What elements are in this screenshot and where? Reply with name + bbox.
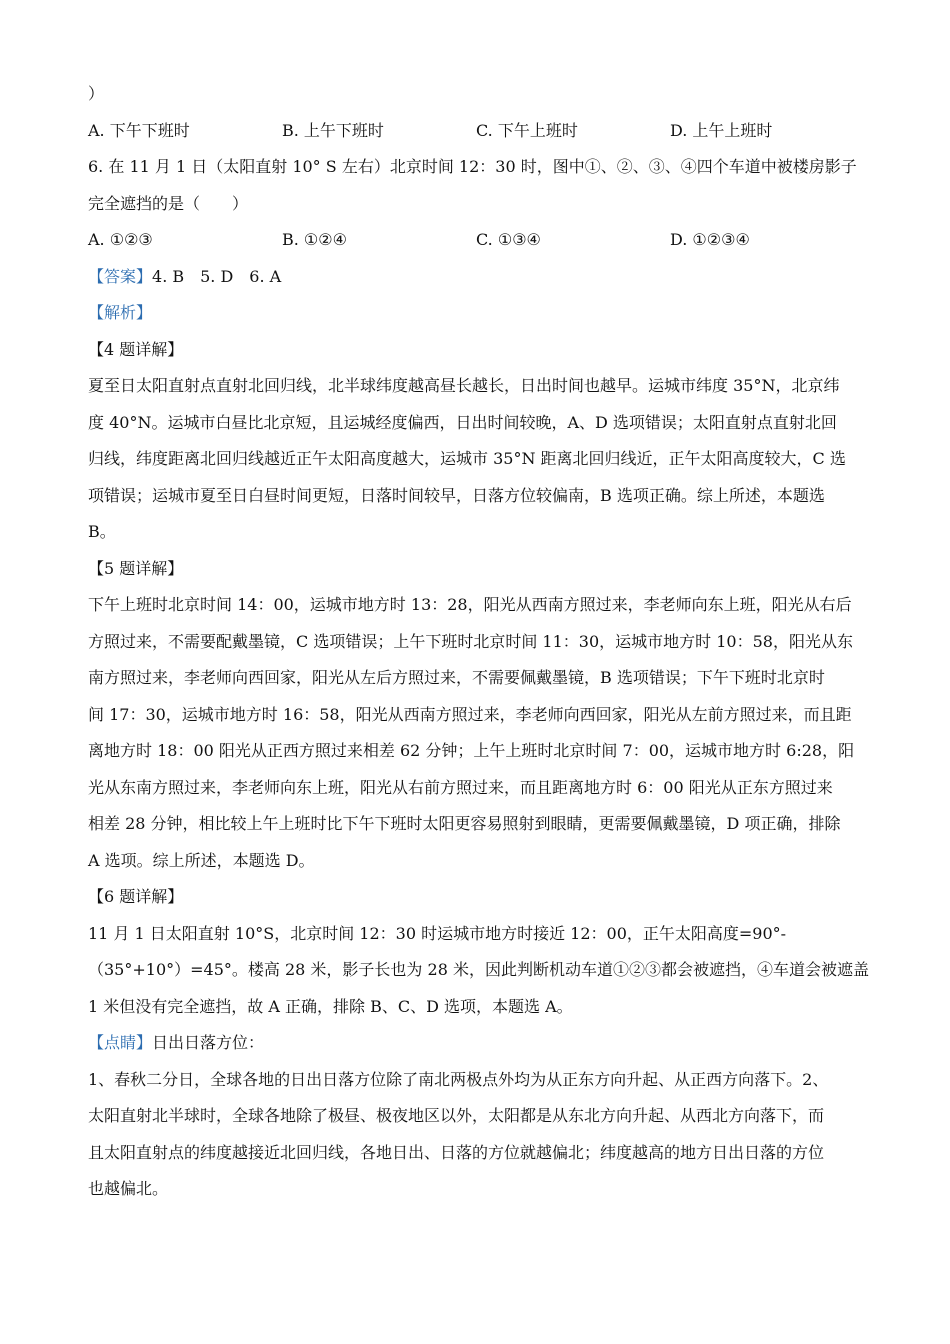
q5-detail-line: 南方照过来，李老师向西回家，阳光从左后方照过来，不需要佩戴墨镜，B 选项错误；下午下班时北京时 xyxy=(88,668,825,687)
q5-detail-line: 间 17：30，运城市地方时 16：58，阳光从西南方照过来，李老师向西回家，阳光从左前方照过来，而且距 xyxy=(88,704,852,724)
q5-detail-title: 【5 题详解】 xyxy=(88,558,184,578)
q4-detail-line: 项错误；运城市夏至日白昼时间更短，日落时间较早，日落方位较偏南，B 选项正确。综上所述，本题选 xyxy=(88,485,825,505)
tip-line: 且太阳直射点的纬度越接近北回归线，各地日出、日落的方位就越偏北；纬度越高的地方日出日落的方位 xyxy=(88,1142,825,1162)
q4-detail-line: B。 xyxy=(88,522,116,541)
tip-line: 也越偏北。 xyxy=(88,1179,169,1198)
answer-line xyxy=(88,259,864,296)
q4-detail-title: 【4 题详解】 xyxy=(88,339,184,359)
q5-options xyxy=(88,113,864,150)
q5-option-a: A. 下午下班时 xyxy=(88,120,190,140)
q6-options xyxy=(88,222,864,259)
q6-stem-line-2: 完全遮挡的是（ ） xyxy=(88,193,249,213)
answer-label: 【答案】 xyxy=(88,266,153,286)
tip-title: 日出日落方位： xyxy=(152,1033,265,1052)
q6-option-a: A. ①②③ xyxy=(88,230,153,249)
q5-detail-line: 相差 28 分钟，相比较上午上班时比下午下班时太阳更容易照射到眼睛，更需要佩戴墨镜，D 项正确，排除 xyxy=(88,814,841,833)
q6-stem-line-1: 6. 在 11 月 1 日（太阳直射 10° S 左右）北京时间 12：30 时，图中①、②、③、④四个车道中被楼房影子 xyxy=(88,157,857,176)
q6-option-c: C. ①③④ xyxy=(476,230,541,249)
q5-option-d: D. 上午上班时 xyxy=(670,120,773,140)
q5-option-c: C. 下午上班时 xyxy=(476,120,578,140)
q5-detail-line: 光从东南方照过来，李老师向东上班，阳光从右前方照过来，而且距离地方时 6：00 阳光从正东方照过来 xyxy=(88,777,833,797)
q5-detail-line: 下午上班时北京时间 14：00，运城市地方时 13：28，阳光从西南方照过来，李老师向东上班，阳光从右后 xyxy=(88,595,852,614)
document-page xyxy=(88,76,869,1208)
q4-detail-line: 度 40°N。运城市白昼比北京短，且运城经度偏西，日出时间较晚，A、D 选项错误；太阳直射点直射北回 xyxy=(88,412,837,432)
q5-detail-line: 离地方时 18：00 阳光从正西方照过来相差 62 分钟；上午上班时北京时间 7：00，运城市地方时 6:28，阳 xyxy=(88,741,855,760)
q6-detail-line: （35°+10°）=45°。楼高 28 米，影子长也为 28 米，因此判断机动车道①②③都会被遮挡，④车道会被遮盖 xyxy=(88,960,869,979)
tip-label: 【点睛】 xyxy=(88,1033,153,1052)
q5-option-b: B. 上午下班时 xyxy=(282,120,384,140)
tip-line: 太阳直射北半球时，全球各地除了极昼、极夜地区以外，太阳都是从东北方向升起、从西北方向落下，而 xyxy=(88,1106,825,1125)
q6-option-d: D. ①②③④ xyxy=(670,230,750,249)
answer-text: 4. B 5. D 6. A xyxy=(152,266,282,286)
tip-line: 1、春秋二分日，全球各地的日出日落方位除了南北两极点外均为从正东方向升起、从正西方向落下。2、 xyxy=(88,1069,829,1089)
q6-detail-title: 【6 题详解】 xyxy=(88,887,184,906)
tip-heading xyxy=(88,1025,864,1062)
q6-detail-body xyxy=(88,916,869,1026)
q6-detail-line: 11 月 1 日太阳直射 10°S，北京时间 12：30 时运城市地方时接近 12：00，正午太阳高度=90°- xyxy=(88,923,787,943)
q5-detail-line: A 选项。综上所述，本题选 D。 xyxy=(88,850,315,870)
q4-detail-line: 归线，纬度距离北回归线越近正午太阳高度越大，运城市 35°N 距离北回归线近，正午太阳高度较大，C 选 xyxy=(88,449,846,468)
q6-detail-line: 1 米但没有完全遮挡，故 A 正确，排除 B、C、D 选项，本题选 A。 xyxy=(88,996,573,1016)
analysis-label: 【解析】 xyxy=(88,303,153,322)
q5-detail-body xyxy=(88,587,864,879)
q4-detail-body xyxy=(88,368,864,551)
q6-option-b: B. ①②④ xyxy=(282,230,347,249)
q4-detail-line: 夏至日太阳直射点直射北回归线，北半球纬度越高昼长越长，日出时间也越早。运城市纬度 35°N，北京纬 xyxy=(88,376,840,395)
q5-detail-line: 方照过来，不需要配戴墨镜，C 选项错误；上午下班时北京时间 11：30，运城市地方时 10：58，阳光从东 xyxy=(88,631,853,651)
q5-stem-tail: ） xyxy=(88,84,105,103)
tip-body xyxy=(88,1062,864,1208)
